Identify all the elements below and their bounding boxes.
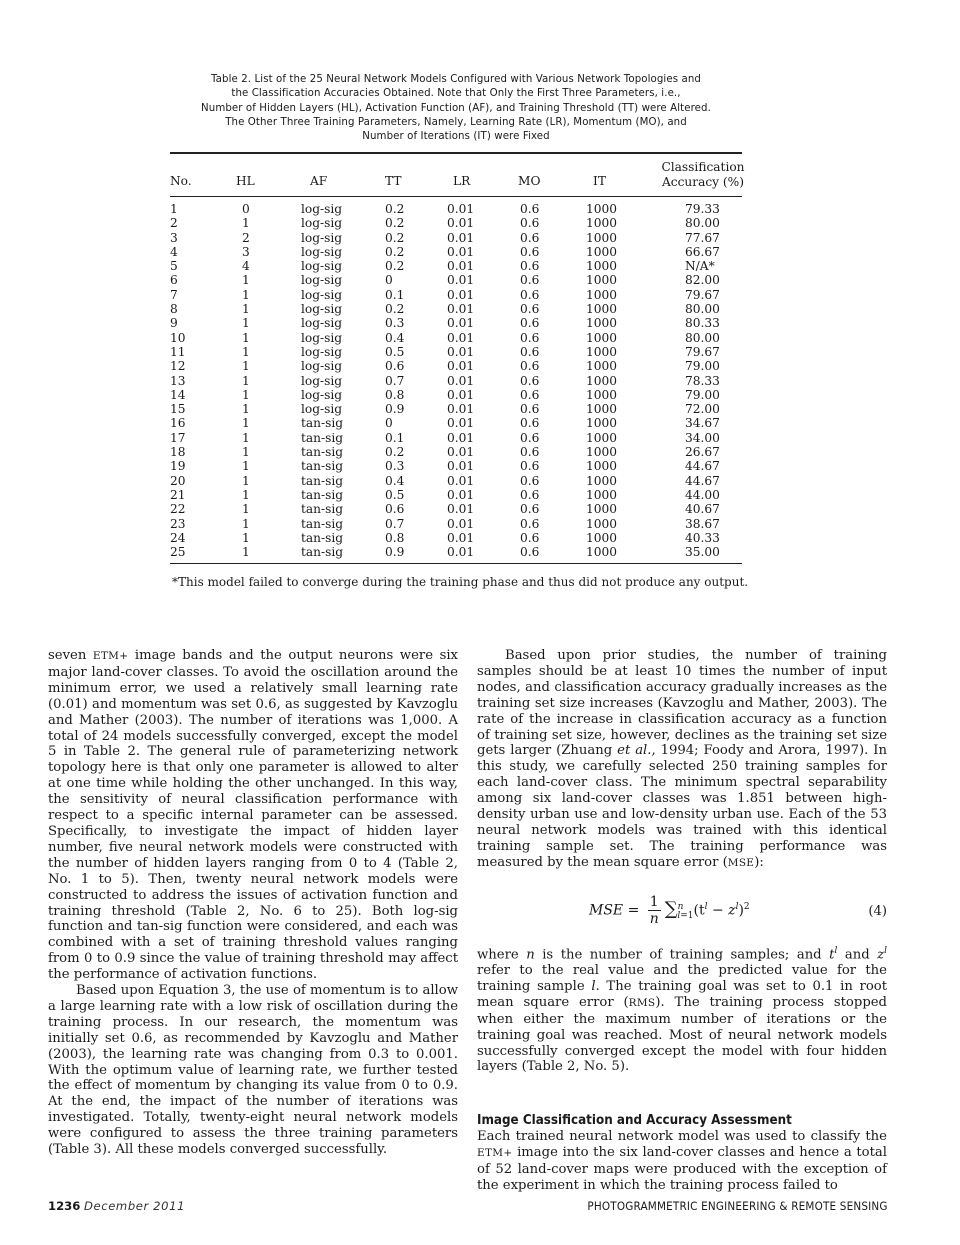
cell-it: 1000: [586, 545, 618, 560]
cell-hl: 1: [242, 273, 250, 288]
cell-it: 1000: [586, 530, 618, 545]
cell-no: 6: [170, 273, 178, 288]
cell-lr: 0.01: [447, 416, 475, 431]
cell-mo: 0.6: [520, 530, 540, 545]
page-number: 1236: [48, 1199, 81, 1213]
text-run: is the number of training samples; and: [534, 947, 830, 963]
cell-hl: 1: [242, 502, 250, 517]
table-row: [170, 545, 742, 559]
cell-it: 1000: [586, 430, 618, 445]
cell-lr: 0.01: [447, 545, 475, 560]
caption-line: Table 2. List of the 25 Neural Network Models Configured with Various Network Topologies and: [211, 74, 701, 85]
cell-af: log-sig: [301, 387, 343, 402]
cell-it: 1000: [586, 230, 618, 245]
cell-no: 16: [170, 416, 186, 431]
table-row: [170, 459, 742, 473]
cell-mo: 0.6: [520, 445, 540, 460]
mse-abbrev: MSE: [727, 856, 755, 869]
cell-tt: 0: [385, 273, 393, 288]
cell-acc: 80.00: [685, 302, 720, 317]
cell-mo: 0.6: [520, 373, 540, 388]
cell-tt: 0.9: [385, 402, 405, 417]
equation-body: MSE = $\frac{1}{n}$ $\sum^n_{l=1}(t^l - z^l)^2$: [589, 893, 750, 927]
cell-it: 1000: [586, 216, 618, 231]
table-row: [170, 374, 742, 388]
cell-lr: 0.01: [447, 387, 475, 402]
cell-no: 15: [170, 402, 186, 417]
cell-acc: 79.67: [685, 287, 720, 302]
cell-it: 1000: [586, 473, 618, 488]
cell-tt: 0.2: [385, 216, 405, 231]
etm-abbrev: ETM+: [477, 1147, 513, 1160]
cell-af: log-sig: [301, 244, 343, 259]
cell-af: log-sig: [301, 273, 343, 288]
cell-it: 1000: [586, 487, 618, 502]
cell-lr: 0.01: [447, 230, 475, 245]
table-row: [170, 331, 742, 345]
cell-mo: 0.6: [520, 516, 540, 531]
cell-no: 23: [170, 516, 186, 531]
text-run: Each trained neural network model was used to classify the: [477, 1129, 887, 1145]
cell-lr: 0.01: [447, 430, 475, 445]
cell-tt: 0.4: [385, 330, 405, 345]
cell-tt: 0.2: [385, 230, 405, 245]
cell-no: 11: [170, 344, 186, 359]
text-run: , 1994; Foody and Arora, 1997). In this study, we carefully selected 250 training samples for each land-cover class. The minimum spectral separability among six land-cover classes was 1.851 between high-density urban use and low-density urban use. Each of the 53 neural network models was trained with this identical training sample set. The training performance was measured by the mean square error (: [477, 743, 887, 870]
cell-af: tan-sig: [301, 545, 344, 560]
cell-hl: 1: [242, 459, 250, 474]
cell-af: log-sig: [301, 373, 343, 388]
cell-acc: 79.67: [685, 344, 720, 359]
cell-lr: 0.01: [447, 202, 475, 216]
cell-lr: 0.01: [447, 216, 475, 231]
cell-acc: 79.33: [685, 202, 720, 216]
cell-lr: 0.01: [447, 473, 475, 488]
cell-hl: 1: [242, 373, 250, 388]
cell-lr: 0.01: [447, 244, 475, 259]
cell-tt: 0.3: [385, 459, 405, 474]
cell-no: 13: [170, 373, 186, 388]
cell-no: 14: [170, 387, 186, 402]
cell-acc: 66.67: [685, 244, 720, 259]
cell-no: 9: [170, 316, 178, 331]
cell-no: 3: [170, 230, 178, 245]
table-header-row: [170, 160, 745, 192]
cell-no: 10: [170, 330, 186, 345]
text-run: . The training goal was set to 0.1 in root mean square error (: [477, 978, 888, 1010]
table-row: [170, 402, 742, 416]
cell-no: 24: [170, 530, 186, 545]
cell-acc: 38.67: [685, 516, 720, 531]
cell-mo: 0.6: [520, 273, 540, 288]
equation-number: (4): [868, 903, 887, 919]
caption-line: the Classification Accuracies Obtained. Note that Only the First Three Parameters, i.e.,: [231, 88, 681, 100]
cell-hl: 1: [242, 430, 250, 445]
cell-lr: 0.01: [447, 287, 475, 302]
table-row: [170, 316, 742, 330]
cell-it: 1000: [586, 373, 618, 388]
cell-acc: 40.67: [685, 502, 720, 517]
table-row: [170, 488, 742, 502]
cell-af: log-sig: [301, 359, 343, 374]
cell-tt: 0.9: [385, 545, 405, 560]
cell-mo: 0.6: [520, 402, 540, 417]
cell-af: tan-sig: [301, 416, 344, 431]
summation-symbol: ∑: [664, 898, 678, 920]
text-run: image bands and the output neurons were six major land-cover classes. To avoid the oscillation around the minimum error, we used a relatively small learning rate (0.01) and momentum was set 0.6, as suggested by Kavzoglu and Mather (2003). The number of iterations was 1,000. A total of 24 models successfully converged, except the model 5 in Table 2. The general rule of parameterizing network topology here is that only one parameter is allowed to alter at one time while holding the other unchanged. In this way, the sensitivity of neural classification performance with respect to a specific internal parameter can be assessed. Specifically, to investigate the impact of hidden layer number, five neural network models were constructed with the number of hidden layers ranging from 0 to 4 (Table 2, No. 1 to 5). Then, twenty neural network models were constructed to address the issues of activation function and training threshold (Table 2, No. 6 to 25). Both log-sig function and tan-sig function were considered, and each was combined with a set of training threshold values ranging from 0 to 0.9 since the value of training threshold may affect the performance of activation functions.: [48, 648, 458, 983]
cell-lr: 0.01: [447, 445, 475, 460]
cell-acc: N/A*: [685, 259, 715, 274]
cell-hl: 1: [242, 530, 250, 545]
header-accuracy: [661, 160, 745, 190]
cell-tt: 0.2: [385, 445, 405, 460]
table-row: [170, 445, 742, 459]
cell-no: 7: [170, 287, 178, 302]
table-footnote: *This model failed to converge during the training phase and thus did not produce any output.: [172, 575, 749, 589]
cell-lr: 0.01: [447, 502, 475, 517]
table-top-rule: [170, 152, 742, 154]
cell-hl: 4: [242, 259, 250, 274]
table-row: [170, 288, 742, 302]
table-row: [170, 431, 742, 445]
cell-mo: 0.6: [520, 316, 540, 331]
cell-acc: 40.33: [685, 530, 720, 545]
header-hl: HL: [236, 174, 255, 188]
text-run: ). The training process stopped when either the maximum number of iterations or the training goal was reached. Most of neural network models successfully converged except the model with four hidden layers (Table 2, No. 5).: [477, 994, 888, 1075]
section-heading: Image Classification and Accuracy Assessment: [477, 1112, 792, 1129]
etm-abbrev: ETM+: [92, 650, 129, 662]
cell-mo: 0.6: [520, 416, 540, 431]
cell-hl: 1: [242, 287, 250, 302]
table-caption: [170, 73, 742, 144]
header-mo: MO: [518, 174, 541, 188]
caption-line: The Other Three Training Parameters, Namely, Learning Rate (LR), Momentum (MO), and: [225, 116, 687, 128]
cell-af: tan-sig: [301, 487, 344, 502]
cell-hl: 1: [242, 445, 250, 460]
cell-hl: 3: [242, 244, 250, 259]
cell-acc: 44.67: [685, 473, 720, 488]
cell-tt: 0.2: [385, 259, 405, 274]
caption-line: Number of Iterations (IT) were Fixed: [362, 131, 550, 143]
header-af: AF: [310, 174, 328, 188]
cell-acc: 82.00: [685, 273, 720, 288]
cell-af: tan-sig: [301, 445, 344, 460]
cell-tt: 0.3: [385, 316, 405, 331]
cell-af: log-sig: [301, 402, 343, 417]
text-run: seven: [48, 648, 93, 663]
cell-acc: 80.00: [685, 216, 720, 231]
cell-af: log-sig: [301, 202, 343, 216]
text-run: Based upon prior studies, the number of training samples should be at least 10 times the number of input nodes, and classification accuracy gradually increases as the training set size increases (Kavzoglu and Mather, 2003). The rate of the increase in classification accuracy as a function of training set size, however, declines as the training set size gets larger (Zhuang: [477, 648, 887, 759]
cell-tt: 0.2: [385, 302, 405, 317]
cell-tt: 0.1: [385, 430, 405, 445]
cell-af: log-sig: [301, 330, 343, 345]
cell-lr: 0.01: [447, 487, 475, 502]
cell-tt: 0.7: [385, 516, 405, 531]
cell-af: log-sig: [301, 287, 343, 302]
cell-af: log-sig: [301, 259, 343, 274]
text-run: refer to the real value and the predicted value for the training sample: [477, 962, 887, 994]
text-run: ):: [754, 854, 764, 870]
cell-acc: 78.33: [685, 373, 720, 388]
cell-no: 4: [170, 244, 178, 259]
body-left-column: [48, 648, 458, 1158]
table-row: [170, 216, 742, 230]
cell-no: 2: [170, 216, 178, 231]
cell-lr: 0.01: [447, 359, 475, 374]
table-row: [170, 388, 742, 402]
cell-lr: 0.01: [447, 302, 475, 317]
table-row: [170, 502, 742, 516]
results-table: [170, 160, 745, 560]
cell-it: 1000: [586, 316, 618, 331]
cell-no: 8: [170, 302, 178, 317]
cell-hl: 1: [242, 402, 250, 417]
cell-it: 1000: [586, 344, 618, 359]
text-run: et al.: [617, 743, 652, 759]
header-no: No.: [170, 174, 192, 188]
cell-acc: 79.00: [685, 387, 720, 402]
cell-it: 1000: [586, 287, 618, 302]
cell-hl: 1: [242, 545, 250, 560]
cell-it: 1000: [586, 273, 618, 288]
cell-it: 1000: [586, 459, 618, 474]
cell-it: 1000: [586, 359, 618, 374]
cell-no: 12: [170, 359, 186, 374]
cell-mo: 0.6: [520, 230, 540, 245]
equation-lhs: MSE: [589, 902, 624, 919]
equation-fraction: [648, 894, 661, 927]
cell-hl: 2: [242, 230, 250, 245]
cell-lr: 0.01: [447, 530, 475, 545]
paragraph: [477, 648, 887, 872]
table-row: [170, 302, 742, 316]
table-row: [170, 273, 742, 287]
cell-no: 1: [170, 202, 178, 216]
cell-no: 19: [170, 459, 186, 474]
text-run: where: [477, 947, 527, 963]
cell-af: tan-sig: [301, 502, 344, 517]
paragraph: where n is the number of training samples; and $t^l$ and $z^l$ refer to the real value and the predicted value for the training sample l. The training goal was set to 0.1 in root mean square error (RMS). The training process stopped when either the maximum number of iterations or the training goal was reached. Most of neural network models successfully converged except the model with four hidden layers (Table 2, No. 5).: [477, 945, 888, 1075]
cell-acc: 80.33: [685, 316, 720, 331]
cell-acc: 72.00: [685, 402, 720, 417]
text-run: image into the six land-cover classes and hence a total of 52 land-cover maps were produced with the exception of the experiment in which the training process failed to: [477, 1145, 887, 1194]
cell-acc: 44.00: [685, 487, 720, 502]
cell-no: 20: [170, 473, 186, 488]
cell-lr: 0.01: [447, 259, 475, 274]
rms-abbrev: RMS: [628, 996, 656, 1009]
paragraph: [477, 1129, 887, 1194]
cell-tt: 0.7: [385, 373, 405, 388]
cell-it: 1000: [586, 387, 618, 402]
cell-mo: 0.6: [520, 473, 540, 488]
cell-it: 1000: [586, 259, 618, 274]
cell-af: tan-sig: [301, 473, 344, 488]
table-row: [170, 416, 742, 430]
cell-it: 1000: [586, 445, 618, 460]
cell-it: 1000: [586, 516, 618, 531]
cell-hl: 1: [242, 359, 250, 374]
cell-hl: 1: [242, 516, 250, 531]
cell-hl: 1: [242, 316, 250, 331]
cell-lr: 0.01: [447, 330, 475, 345]
cell-hl: 1: [242, 344, 250, 359]
equation-4: [477, 884, 887, 936]
cell-mo: 0.6: [520, 216, 540, 231]
cell-af: log-sig: [301, 316, 343, 331]
cell-af: log-sig: [301, 216, 343, 231]
table-row: [170, 359, 742, 373]
table-body: [170, 202, 742, 559]
equation-rhs: (t: [693, 902, 705, 919]
cell-acc: 35.00: [685, 545, 720, 560]
table-row: [170, 474, 742, 488]
cell-no: 22: [170, 502, 186, 517]
cell-tt: 0.2: [385, 202, 405, 216]
cell-af: log-sig: [301, 344, 343, 359]
table-row: [170, 345, 742, 359]
cell-it: 1000: [586, 416, 618, 431]
cell-tt: 0.8: [385, 387, 405, 402]
cell-lr: 0.01: [447, 273, 475, 288]
cell-tt: 0.6: [385, 359, 405, 374]
cell-lr: 0.01: [447, 459, 475, 474]
cell-it: 1000: [586, 244, 618, 259]
cell-mo: 0.6: [520, 287, 540, 302]
cell-acc: 26.67: [685, 445, 720, 460]
cell-mo: 0.6: [520, 344, 540, 359]
cell-hl: 1: [242, 330, 250, 345]
cell-no: 25: [170, 545, 186, 560]
page-footer-left: [48, 1199, 185, 1213]
header-accuracy-line2: Accuracy (%): [661, 175, 745, 189]
cell-no: 5: [170, 259, 178, 274]
paragraph: Based upon Equation 3, the use of momentum is to allow a large learning rate with a low risk of oscillation during the training process. In our research, the momentum was initially set 0.6, as recommended by Kavzoglu and Mather (2003), the learning rate was changing from 0.3 to 0.001. With the optimum value of learning rate, we further tested the effect of momentum by changing its value from 0 to 0.9. At the end, the impact of the number of iterations was investigated. Totally, twenty-eight neural network models were configured to assess the three training parameters (Table 3). All these models converged successfully.: [48, 983, 458, 1158]
cell-tt: 0.8: [385, 530, 405, 545]
cell-no: 18: [170, 445, 186, 460]
cell-it: 1000: [586, 402, 618, 417]
issue-date: December 2011: [83, 1199, 186, 1213]
cell-mo: 0.6: [520, 502, 540, 517]
table-row: [170, 245, 742, 259]
cell-lr: 0.01: [447, 344, 475, 359]
cell-tt: 0.6: [385, 502, 405, 517]
fraction-numerator: 1: [649, 893, 659, 910]
cell-mo: 0.6: [520, 387, 540, 402]
cell-tt: 0.1: [385, 287, 405, 302]
cell-acc: 77.67: [685, 230, 720, 245]
fraction-denominator: n: [649, 910, 659, 927]
cell-tt: 0.4: [385, 473, 405, 488]
cell-acc: 80.00: [685, 330, 720, 345]
table-row: [170, 259, 742, 273]
body-right-column: [477, 648, 887, 1194]
cell-lr: 0.01: [447, 373, 475, 388]
cell-mo: 0.6: [520, 202, 540, 216]
cell-lr: 0.01: [447, 402, 475, 417]
cell-acc: 79.00: [685, 359, 720, 374]
cell-it: 1000: [586, 202, 618, 216]
paragraph: [48, 648, 458, 983]
cell-acc: 34.00: [685, 430, 720, 445]
cell-lr: 0.01: [447, 316, 475, 331]
cell-hl: 1: [242, 216, 250, 231]
cell-mo: 0.6: [520, 545, 540, 560]
cell-af: log-sig: [301, 302, 343, 317]
cell-tt: 0.5: [385, 344, 405, 359]
cell-af: tan-sig: [301, 459, 344, 474]
cell-af: tan-sig: [301, 530, 344, 545]
cell-hl: 1: [242, 416, 250, 431]
header-lr: LR: [453, 174, 471, 188]
cell-mo: 0.6: [520, 330, 540, 345]
header-it: IT: [593, 174, 606, 188]
cell-hl: 1: [242, 302, 250, 317]
cell-hl: 1: [242, 487, 250, 502]
cell-tt: 0: [385, 416, 393, 431]
journal-name: PHOTOGRAMMETRIC ENGINEERING & REMOTE SENSING: [587, 1199, 888, 1213]
cell-mo: 0.6: [520, 487, 540, 502]
cell-tt: 0.2: [385, 244, 405, 259]
cell-it: 1000: [586, 502, 618, 517]
cell-mo: 0.6: [520, 259, 540, 274]
cell-lr: 0.01: [447, 516, 475, 531]
cell-acc: 44.67: [685, 459, 720, 474]
text-run: and: [837, 947, 878, 963]
cell-af: tan-sig: [301, 516, 344, 531]
cell-no: 21: [170, 487, 186, 502]
cell-af: log-sig: [301, 230, 343, 245]
cell-no: 17: [170, 430, 186, 445]
cell-acc: 34.67: [685, 416, 720, 431]
header-accuracy-line1: Classification: [661, 160, 745, 174]
cell-mo: 0.6: [520, 430, 540, 445]
table-row: [170, 231, 742, 245]
cell-tt: 0.5: [385, 487, 405, 502]
cell-hl: 1: [242, 387, 250, 402]
table-row: [170, 202, 742, 216]
cell-mo: 0.6: [520, 244, 540, 259]
caption-line: Number of Hidden Layers (HL), Activation Function (AF), and Training Threshold (TT) were Altered.: [201, 102, 711, 114]
cell-mo: 0.6: [520, 459, 540, 474]
cell-hl: 0: [242, 202, 250, 216]
cell-it: 1000: [586, 330, 618, 345]
header-tt: TT: [385, 174, 402, 188]
cell-mo: 0.6: [520, 359, 540, 374]
cell-mo: 0.6: [520, 302, 540, 317]
cell-hl: 1: [242, 473, 250, 488]
table-row: [170, 517, 742, 531]
cell-it: 1000: [586, 302, 618, 317]
table-row: [170, 531, 742, 545]
cell-af: tan-sig: [301, 430, 344, 445]
table-bottom-rule: [170, 563, 742, 564]
